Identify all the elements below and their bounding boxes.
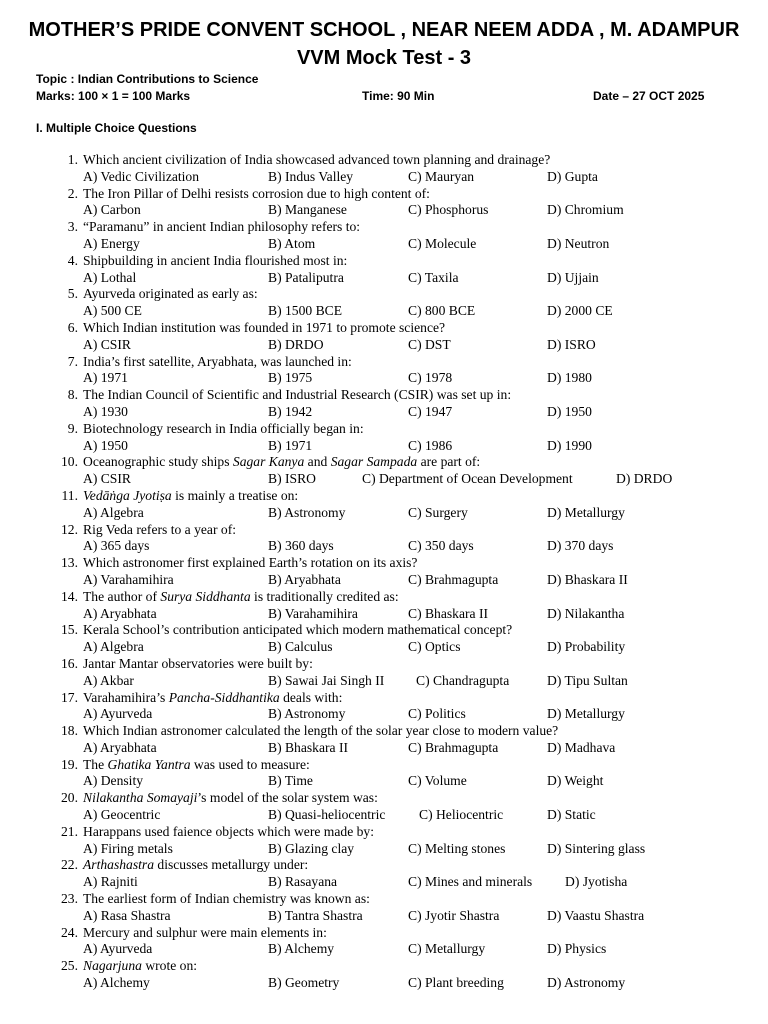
question-number: 16. bbox=[61, 655, 78, 671]
answer-option: C) Brahmagupta bbox=[408, 571, 499, 587]
answer-option: B) Calculus bbox=[268, 639, 333, 655]
question-number: 21. bbox=[61, 823, 78, 839]
question-item bbox=[0, 958, 768, 992]
answer-option: B) Glazing clay bbox=[268, 840, 355, 856]
answer-option: A) Vedic Civilization bbox=[83, 168, 200, 184]
question-text-segment: Mercury and sulphur were main elements in: bbox=[83, 924, 327, 940]
question-number: 13. bbox=[61, 555, 78, 571]
answer-option: B) Manganese bbox=[268, 202, 347, 218]
question-italic-term: Ghatika Yantra bbox=[107, 756, 191, 772]
question-text-segment: discusses metallurgy under: bbox=[154, 857, 309, 873]
question-text-segment: The Indian Council of Scientific and Industrial Research (CSIR) was set up in: bbox=[83, 387, 512, 403]
answer-option: C) Bhaskara II bbox=[408, 605, 489, 621]
question-text-segment: and bbox=[304, 454, 331, 470]
question-italic-term: Sagar Kanya bbox=[232, 454, 305, 470]
question-number: 25. bbox=[61, 958, 78, 974]
answer-option: A) Algebra bbox=[83, 504, 144, 520]
answer-option: A) Energy bbox=[83, 235, 140, 251]
question-item bbox=[0, 253, 768, 287]
answer-option: C) Brahmagupta bbox=[408, 739, 499, 755]
question-text bbox=[83, 656, 313, 673]
answer-option: B) Indus Valley bbox=[268, 168, 354, 184]
question-number: 5. bbox=[67, 286, 78, 302]
question-text bbox=[83, 522, 236, 539]
answer-option: C) Molecule bbox=[408, 235, 477, 251]
answer-option: B) Rasayana bbox=[268, 874, 338, 890]
answer-option: D) ISRO bbox=[547, 336, 596, 352]
answer-option: B) 360 days bbox=[268, 538, 334, 554]
answer-option: D) Physics bbox=[547, 941, 607, 957]
question-item bbox=[0, 186, 768, 220]
answer-option: C) Politics bbox=[408, 706, 466, 722]
question-text-segment: Which astronomer first explained Earth’s rotation on its axis? bbox=[83, 555, 418, 571]
question-number: 22. bbox=[61, 857, 78, 873]
question-number: 20. bbox=[61, 790, 78, 806]
question-italic-term: Surya Siddhanta bbox=[160, 588, 251, 604]
question-text bbox=[83, 253, 347, 270]
question-text-segment: Harappans used faience objects which were made by: bbox=[83, 823, 375, 839]
answer-option: B) Atom bbox=[268, 235, 316, 251]
question-item bbox=[0, 387, 768, 421]
question-number: 14. bbox=[61, 588, 78, 604]
question-item bbox=[0, 152, 768, 186]
question-text bbox=[83, 421, 364, 438]
answer-option: D) Gupta bbox=[547, 168, 598, 184]
answer-option: D) Neutron bbox=[547, 235, 610, 251]
answer-option: D) DRDO bbox=[616, 471, 673, 487]
answer-option: D) Astronomy bbox=[547, 975, 626, 991]
answer-option: A) Algebra bbox=[83, 639, 144, 655]
answer-option: D) Probability bbox=[547, 639, 626, 655]
answer-option: A) Ayurveda bbox=[83, 941, 153, 957]
answer-option: D) 370 days bbox=[547, 538, 614, 554]
answer-option: D) Vaastu Shastra bbox=[547, 907, 645, 923]
question-text-segment: Biotechnology research in India officially began in: bbox=[83, 420, 364, 436]
question-text bbox=[83, 354, 352, 371]
answer-option: A) Rajniti bbox=[83, 874, 138, 890]
question-item bbox=[0, 690, 768, 724]
answer-option: C) Department of Ocean Development bbox=[362, 471, 573, 487]
answer-option: C) 1986 bbox=[408, 437, 453, 453]
answer-option: C) Mines and minerals bbox=[408, 874, 533, 890]
question-number: 17. bbox=[61, 689, 78, 705]
answer-option: A) Varahamihira bbox=[83, 571, 174, 587]
question-italic-term: Nilakantha Somayaji bbox=[83, 790, 198, 806]
answer-option: A) Akbar bbox=[83, 672, 134, 688]
answer-option: B) ISRO bbox=[268, 471, 316, 487]
answer-option: A) Firing metals bbox=[83, 840, 173, 856]
question-text-segment: Ayurveda originated as early as: bbox=[83, 286, 258, 302]
answer-option: D) 1980 bbox=[547, 370, 592, 386]
question-text bbox=[83, 488, 298, 505]
answer-option: A) Alchemy bbox=[83, 975, 150, 991]
answer-option: A) Lothal bbox=[83, 269, 137, 285]
answer-option: C) Heliocentric bbox=[419, 807, 504, 823]
answer-option: B) Bhaskara II bbox=[268, 739, 349, 755]
question-text-segment: are part of: bbox=[417, 454, 481, 470]
topic-line: Topic : Indian Contributions to Science bbox=[36, 72, 259, 86]
question-text-segment: wrote on: bbox=[141, 958, 198, 974]
question-text-segment: The author of bbox=[83, 588, 161, 604]
answer-option: B) 1971 bbox=[268, 437, 313, 453]
question-number: 8. bbox=[67, 387, 78, 403]
answer-option: B) Aryabhata bbox=[268, 571, 341, 587]
answer-option: C) Metallurgy bbox=[408, 941, 486, 957]
answer-option: A) Carbon bbox=[83, 202, 141, 218]
answer-option: D) Nilakantha bbox=[547, 605, 625, 621]
question-number: 6. bbox=[67, 319, 78, 335]
answer-option: A) CSIR bbox=[83, 336, 131, 352]
question-number: 12. bbox=[61, 521, 78, 537]
answer-option: B) Astronomy bbox=[268, 706, 346, 722]
question-italic-term: Arthashastra bbox=[83, 857, 155, 873]
answer-option: B) Tantra Shastra bbox=[268, 907, 363, 923]
answer-option: D) Ujjain bbox=[547, 269, 599, 285]
question-number: 7. bbox=[67, 353, 78, 369]
question-list bbox=[0, 152, 768, 992]
question-text bbox=[83, 891, 370, 908]
question-italic-term: Nagarjuna bbox=[83, 958, 142, 974]
answer-option: C) Phosphorus bbox=[408, 202, 489, 218]
answer-option: C) Mauryan bbox=[408, 168, 475, 184]
question-text-segment: is traditionally credited as: bbox=[250, 588, 399, 604]
answer-option: A) Aryabhata bbox=[83, 605, 157, 621]
question-text-segment: The bbox=[83, 756, 108, 772]
answer-option: A) Geocentric bbox=[83, 807, 161, 823]
question-text bbox=[83, 690, 342, 707]
question-text-segment: Jantar Mantar observatories were built by: bbox=[83, 655, 313, 671]
answer-option: B) 1500 BCE bbox=[268, 303, 343, 319]
answer-option: C) 1978 bbox=[408, 370, 453, 386]
question-item bbox=[0, 757, 768, 791]
answer-option: D) Weight bbox=[547, 773, 604, 789]
question-number: 2. bbox=[67, 185, 78, 201]
question-item bbox=[0, 790, 768, 824]
question-item bbox=[0, 891, 768, 925]
question-number: 11. bbox=[61, 487, 78, 503]
question-text bbox=[83, 757, 310, 774]
time-line: Time: 90 Min bbox=[362, 89, 435, 103]
answer-option: C) Jyotir Shastra bbox=[408, 907, 500, 923]
answer-option: A) CSIR bbox=[83, 471, 131, 487]
answer-option: A) 1971 bbox=[83, 370, 128, 386]
question-text-segment: is mainly a treatise on: bbox=[171, 487, 299, 503]
question-item bbox=[0, 454, 768, 488]
test-title: VVM Mock Test - 3 bbox=[296, 47, 472, 69]
question-text-segment: Kerala School’s contribution anticipated which modern mathematical concept? bbox=[83, 622, 513, 638]
question-text bbox=[83, 958, 197, 975]
answer-option: B) Astronomy bbox=[268, 504, 346, 520]
question-text bbox=[83, 152, 550, 169]
question-text-segment: India’s first satellite, Aryabhata, was launched in: bbox=[83, 353, 352, 369]
question-text bbox=[83, 925, 327, 942]
school-title: MOTHER’S PRIDE CONVENT SCHOOL , NEAR NEEM ADDA , M. ADAMPUR bbox=[28, 19, 740, 41]
answer-option: A) Ayurveda bbox=[83, 706, 153, 722]
answer-option: B) Geometry bbox=[268, 975, 340, 991]
question-text-segment: The Iron Pillar of Delhi resists corrosion due to high content of: bbox=[83, 185, 430, 201]
answer-option: D) 2000 CE bbox=[547, 303, 613, 319]
answer-option: C) DST bbox=[408, 336, 451, 352]
question-text bbox=[83, 454, 480, 471]
question-text-segment: Which Indian institution was founded in 1971 to promote science? bbox=[83, 319, 446, 335]
question-number: 4. bbox=[67, 252, 78, 268]
answer-option: B) 1975 bbox=[268, 370, 313, 386]
date-line: Date – 27 OCT 2025 bbox=[593, 89, 705, 103]
answer-option: C) Melting stones bbox=[408, 840, 506, 856]
answer-option: A) 365 days bbox=[83, 538, 150, 554]
question-text-segment: Varahamihira’s bbox=[83, 689, 169, 705]
question-number: 19. bbox=[61, 756, 78, 772]
question-item bbox=[0, 555, 768, 589]
question-number: 9. bbox=[67, 420, 78, 436]
question-number: 18. bbox=[61, 723, 78, 739]
answer-option: C) Volume bbox=[408, 773, 467, 789]
answer-option: D) 1950 bbox=[547, 403, 592, 419]
question-item bbox=[0, 219, 768, 253]
question-item bbox=[0, 488, 768, 522]
answer-option: C) Plant breeding bbox=[408, 975, 504, 991]
section-title: I. Multiple Choice Questions bbox=[36, 121, 197, 135]
question-item bbox=[0, 622, 768, 656]
question-italic-term: Sagar Sampada bbox=[330, 454, 418, 470]
question-text bbox=[83, 790, 378, 807]
question-text bbox=[83, 286, 258, 303]
question-item bbox=[0, 656, 768, 690]
question-text bbox=[83, 857, 308, 874]
question-text-segment: Rig Veda refers to a year of: bbox=[83, 521, 236, 537]
question-text-segment: The earliest form of Indian chemistry was known as: bbox=[83, 891, 370, 907]
question-item bbox=[0, 354, 768, 388]
question-item bbox=[0, 522, 768, 556]
marks-line: Marks: 100 × 1 = 100 Marks bbox=[36, 89, 191, 103]
question-text-segment: Shipbuilding in ancient India flourished most in: bbox=[83, 252, 348, 268]
question-item bbox=[0, 320, 768, 354]
answer-option: A) 500 CE bbox=[83, 303, 142, 319]
answer-option: C) 800 BCE bbox=[408, 303, 476, 319]
answer-option: C) Taxila bbox=[408, 269, 459, 285]
question-italic-term: Vedāṅga Jyotiṣa bbox=[83, 487, 172, 503]
answer-option: A) 1930 bbox=[83, 403, 128, 419]
question-number: 15. bbox=[61, 622, 78, 638]
question-number: 10. bbox=[61, 454, 78, 470]
question-item bbox=[0, 857, 768, 891]
question-text-segment: Which Indian astronomer calculated the length of the solar year close to modern value? bbox=[83, 723, 559, 739]
answer-option: A) Density bbox=[83, 773, 144, 789]
question-text bbox=[83, 824, 374, 841]
answer-option: B) Sawai Jai Singh II bbox=[268, 672, 385, 688]
answer-option: D) Bhaskara II bbox=[547, 571, 628, 587]
question-text bbox=[83, 723, 558, 740]
answer-option: D) Jyotisha bbox=[565, 874, 628, 890]
question-text-segment: ’s model of the solar system was: bbox=[197, 790, 378, 806]
answer-option: D) Static bbox=[547, 807, 596, 823]
question-item bbox=[0, 286, 768, 320]
answer-option: D) Tipu Sultan bbox=[547, 672, 628, 688]
question-number: 23. bbox=[61, 891, 78, 907]
answer-option: C) 350 days bbox=[408, 538, 474, 554]
question-item bbox=[0, 589, 768, 623]
question-text-segment: Oceanographic study ships bbox=[83, 454, 233, 470]
answer-option: A) Rasa Shastra bbox=[83, 907, 171, 923]
question-text bbox=[83, 622, 512, 639]
question-text-segment: Which ancient civilization of India showcased advanced town planning and drainage? bbox=[83, 152, 551, 167]
question-text-segment: “Paramanu” in ancient Indian philosophy refers to: bbox=[83, 219, 361, 235]
answer-option: D) Chromium bbox=[547, 202, 624, 218]
answer-option: B) Time bbox=[268, 773, 313, 789]
answer-option: D) Metallurgy bbox=[547, 504, 625, 520]
answer-option: C) 1947 bbox=[408, 403, 453, 419]
answer-option: C) Chandragupta bbox=[416, 672, 510, 688]
question-text bbox=[83, 320, 445, 337]
question-text bbox=[83, 219, 360, 236]
question-text-segment: deals with: bbox=[279, 689, 343, 705]
answer-option: B) Pataliputra bbox=[268, 269, 344, 285]
answer-option: B) Varahamihira bbox=[268, 605, 358, 621]
question-item bbox=[0, 723, 768, 757]
answer-option: A) 1950 bbox=[83, 437, 128, 453]
answer-option: A) Aryabhata bbox=[83, 739, 157, 755]
question-italic-term: Pancha-Siddhantika bbox=[168, 689, 280, 705]
question-text-segment: was used to measure: bbox=[190, 756, 310, 772]
answer-option: D) Metallurgy bbox=[547, 706, 625, 722]
question-item bbox=[0, 824, 768, 858]
answer-option: C) Optics bbox=[408, 639, 461, 655]
question-text bbox=[83, 387, 511, 404]
question-number: 1. bbox=[67, 152, 78, 167]
question-text bbox=[83, 555, 417, 572]
answer-option: D) Madhava bbox=[547, 739, 616, 755]
question-item bbox=[0, 925, 768, 959]
question-item bbox=[0, 421, 768, 455]
answer-option: D) Sintering glass bbox=[547, 840, 646, 856]
question-number: 3. bbox=[67, 219, 78, 235]
answer-option: B) 1942 bbox=[268, 403, 313, 419]
question-number: 24. bbox=[61, 924, 78, 940]
answer-option: D) 1990 bbox=[547, 437, 592, 453]
answer-option: B) Alchemy bbox=[268, 941, 335, 957]
question-text bbox=[83, 186, 430, 203]
answer-option: B) DRDO bbox=[268, 336, 324, 352]
question-text bbox=[83, 589, 399, 606]
answer-option: C) Surgery bbox=[408, 504, 468, 520]
answer-option: B) Quasi-heliocentric bbox=[268, 807, 386, 823]
